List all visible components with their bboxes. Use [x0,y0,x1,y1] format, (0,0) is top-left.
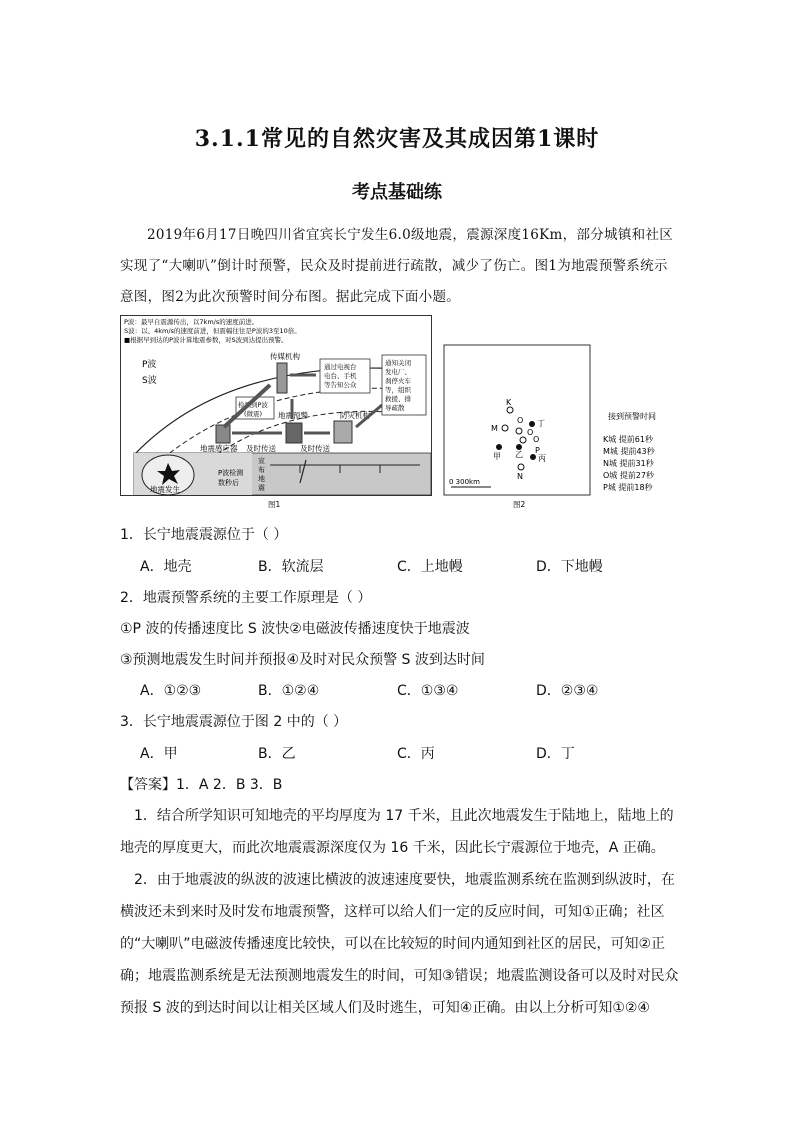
city-k: K [506,398,512,407]
answer-key: 【答案】1．A 2．B 3．B [120,777,283,793]
intro-paragraph: 2019年6月17日晚四川省宜宾长宁发生6.0级地震，震源深度16Km，部分城镇和社区实现了“大喇叭”倒计时预警，民众及时提前进行疏散，减少了伤亡。图1为地震预警系统示意图，图2为此次预警时间分布图。据此完成下面小题。 [120,227,674,305]
figure-1-earthquake-warning-diagram [120,315,432,510]
q2-option-c: C．①③④ [397,683,459,699]
media-label: 传媒机构 [270,352,300,361]
city-bing: 丙 [538,454,546,463]
section-subtitle: 考点基础练 [352,182,442,203]
question-2-stem: 2．地震预警系统的主要工作原理是（ ） [120,590,372,606]
s-wave-label: S波 [142,376,157,386]
p-wave-label: P波 [142,360,157,370]
p-detect-line-2: 数秒后 [218,479,239,487]
question-3-stem: 3．长宁地震震源位于图 2 中的（ ） [120,714,348,730]
page-title: 3.1.1常见的自然灾害及其成因第1课时 [194,126,600,152]
legend-row-o: O城 提前27秒 [603,471,655,480]
q2-option-d: D．②③④ [536,683,599,699]
transmit-1: 及时传送 [246,444,276,453]
q1-option-b: B．软流层 [258,559,324,575]
q3-option-b: B．乙 [258,746,296,762]
explanation-1: 1．结合所学知识可知地壳的平均厚度为 17 千米，且此次地震发生于陆地上，陆地上的地壳的厚度更大，而此次地震震源深度仅为 16 千米，因此长宁震源位于地壳，A 正确。 [120,808,674,856]
sensor-label: 地震感应器 [200,444,238,453]
fig1-note-1: P波：最早自震源传出，以7km/s的速度前进。 [124,318,259,326]
quake-label: 地震发生 [150,485,180,494]
legend-row-n: N城 提前31秒 [603,459,654,468]
legend-row-m: M城 提前43秒 [603,447,655,456]
publish-4: 震 [258,484,265,492]
q3-option-d: D．丁 [536,746,575,762]
warning-label: 地震预警 [278,411,308,420]
q2-statement-2: ③预测地震发生时间并预报④及时对民众预警 S 波到达时间 [120,652,485,668]
fig1-note-3: ■根据早到达的P波计算地震参数，对S波到达提出预警。 [124,336,288,344]
figure-2-warning-time-map [443,315,683,510]
q1-option-d: D．下地幔 [536,559,603,575]
q1-option-a: A．地壳 [140,559,192,575]
explanation-2: 2．由于地震波的纵波的波速比横波的波速速度要快，地震监测系统在监测到纵波时，在横波还未到来时及时发布地震预警，这样可以给人们一定的反应时间，可知①正确；社区的“大喇叭”电磁波传播速度比较快，可以在比较短的时间内通知到社区的居民，可知②正确；地震监测系统是无法预测地震发生的时间，可知③错误；地震监测设备可以及时对民众预报 S 波的到达时间以让相关区域人们及时逃生，可知④正确。由以上分析可知①②④ [120,872,679,1016]
detect-line-2: (微震) [244,410,263,418]
notify-line-2: 发电厂、 [385,368,411,376]
q3-option-c: C．丙 [397,746,435,762]
notify-line-5: 救援、排 [385,395,411,403]
figure-1-caption: 图1 [268,500,281,509]
tv-line-2: 电台、手机 [324,372,357,380]
legend-row-k: K城 提前61秒 [603,435,653,444]
notify-line-3: 刹停火车 [385,377,411,385]
q2-statement-1: ①P 波的传播速度比 S 波快②电磁波传播速度快于地震波 [120,621,470,637]
city-n: N [517,472,523,481]
detect-line-1: 检测到P波 [238,401,268,409]
city-o-top: O [517,416,524,425]
city-p: O [533,435,540,444]
city-m: M [491,424,498,433]
scale-label: 0 300km [449,478,480,486]
fig1-note-2: S波：以、4km/s的速度前进，但震幅往往是P波的3至10倍。 [124,327,301,335]
legend-heading: 接到预警时间 [608,412,656,421]
p-detect-line-1: P波检测 [218,469,244,477]
q2-option-a: A．①②③ [140,683,202,699]
notify-line-4: 等，组织 [385,386,411,394]
q1-option-c: C．上地幔 [397,559,463,575]
publish-1: 宣 [258,457,265,465]
publish-3: 地 [258,475,265,483]
q2-option-b: B．①②④ [258,683,320,699]
publish-2: 布 [258,466,265,474]
figure-2-caption: 图2 [513,500,526,509]
prevention-label: 防灾机构 [340,411,370,420]
city-o-mid: O [527,428,534,437]
transmit-2: 及时传送 [300,444,330,453]
q3-option-a: A．甲 [140,746,178,762]
city-ding: 丁 [537,419,545,428]
tv-line-1: 通过电视台 [324,363,357,371]
city-jia: 甲 [493,452,501,461]
notify-line-1: 通知关闭 [385,359,411,367]
notify-line-6: 导疏散 [385,404,405,412]
city-yi: 乙 [515,450,523,459]
legend-row-p: P城 提前18秒 [603,483,653,492]
question-1-stem: 1．长宁地震震源位于（ ） [120,527,288,543]
tv-line-3: 等告知公众 [324,381,357,389]
city-p-marker: P [535,446,540,455]
